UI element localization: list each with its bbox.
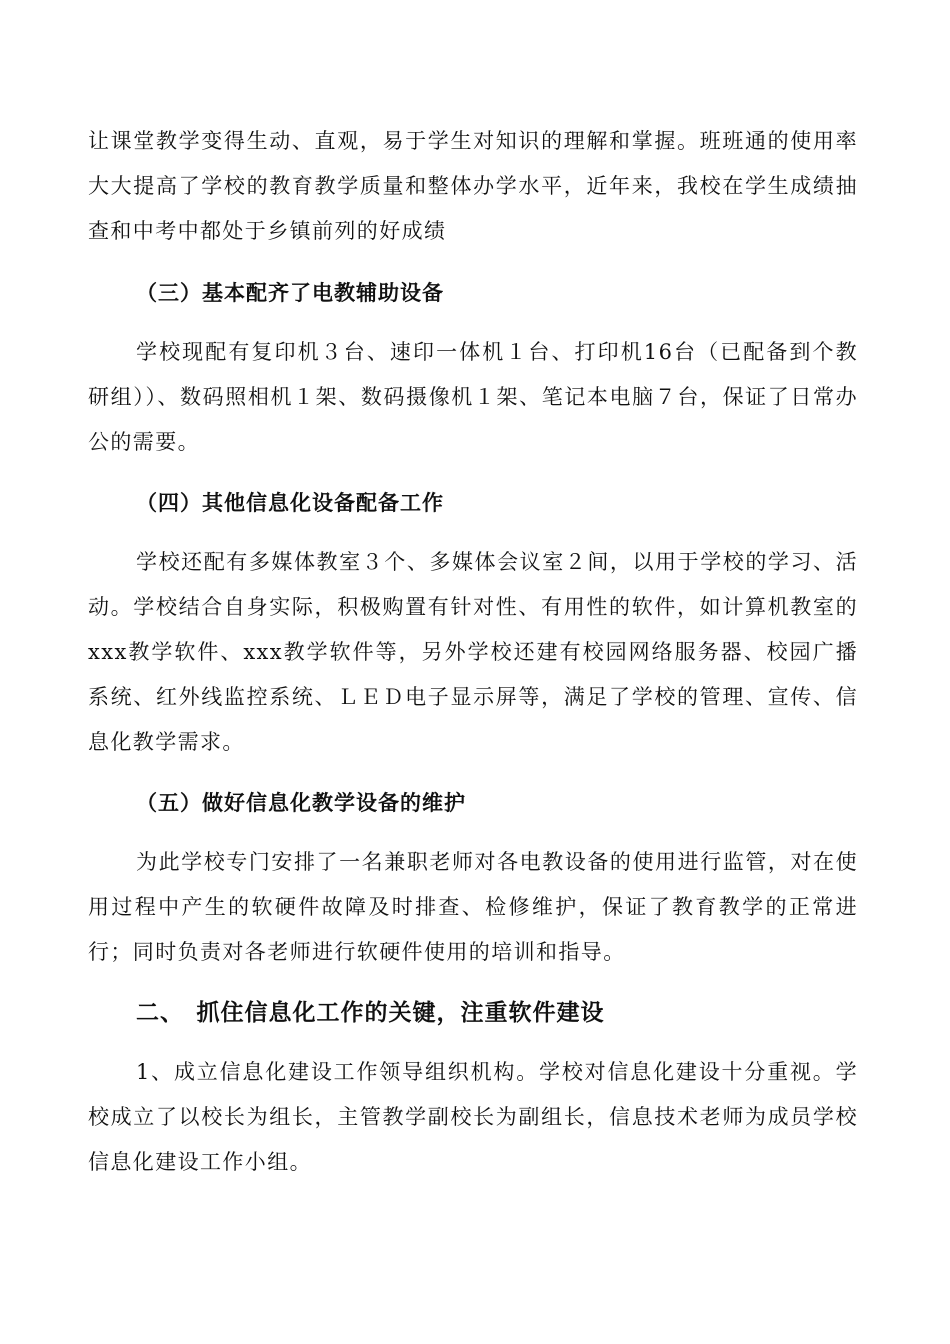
paragraph-leadership-organization: 1、成立信息化建设工作领导组织机构。学校对信息化建设十分重视。学校成立了以校长为组长，主管教学副校长为副组长，信息技术老师为成员学校信息化建设工作小组。 xyxy=(88,1060,858,1174)
paragraph-office-equipment: 学校现配有复印机３台、速印一体机１台、打印机16台（已配备到个教研组））、数码照相机１架、数码摄像机１架、笔记本电脑７台，保证了日常办公的需要。 xyxy=(88,340,858,454)
heading-auxiliary-equipment: （三）基本配齐了电教辅助设备 xyxy=(136,280,444,305)
paragraph-maintenance-details: 为此学校专门安排了一名兼职老师对各电教设备的使用进行监管，对在使用过程中产生的软硬件故障及时排查、检修维护，保证了教育教学的正常进行；同时负责对各老师进行软硬件使用的培训和指导。 xyxy=(88,850,858,964)
section-heading-software-construction: 二、 抓住信息化工作的关键，注重软件建设 xyxy=(136,999,605,1026)
heading-equipment-maintenance: （五）做好信息化教学设备的维护 xyxy=(136,790,466,815)
paragraph-multimedia-rooms: 学校还配有多媒体教室３个、多媒体会议室２间，以用于学校的学习、活动。学校结合自身实际，积极购置有针对性、有用性的软件，如计算机教室的xxx教学软件、xxx教学软件等，另外学校还建有校园网络服务器、校园广播系统、红外线监控系统、ＬＥＤ电子显示屏等，满足了学校的管理、宣传、信息化教学需求。 xyxy=(88,550,858,754)
heading-other-it-equipment: （四）其他信息化设备配备工作 xyxy=(136,490,444,515)
paragraph-classroom-teaching: 让课堂教学变得生动、直观，易于学生对知识的理解和掌握。班班通的使用率大大提高了学校的教育教学质量和整体办学水平，近年来，我校在学生成绩抽查和中考中都处于乡镇前列的好成绩 xyxy=(88,129,858,243)
